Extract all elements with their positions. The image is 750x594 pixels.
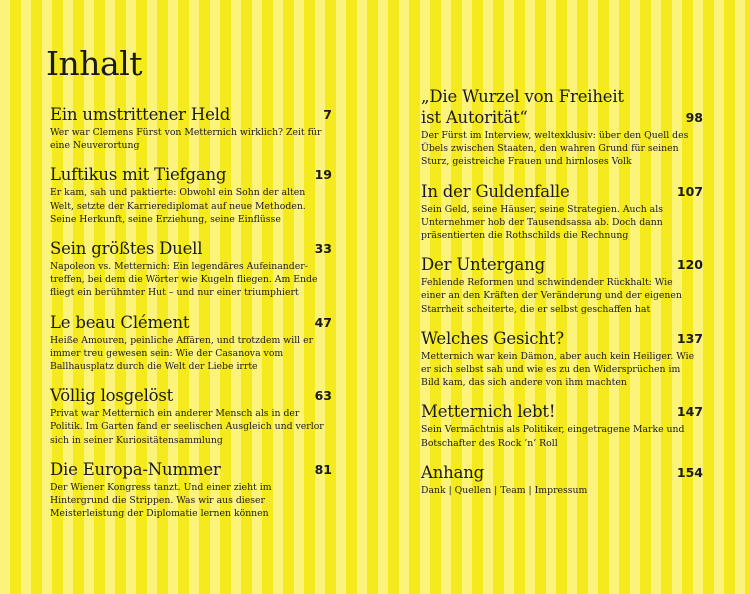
toc-entry [421,86,703,169]
page-title: Inhalt [46,44,143,83]
entry-description: Der Fürst im Interview, weltexklusiv: über den Quell des Übels zwischen Staaten, den wahren Grund für seinen Sturz, geistreiche Frauen und hirnloses Volk [421,130,689,168]
entry-page-number: 63 [314,388,332,404]
entry-description: Heiße Amouren, peinliche Affären, und trotzdem will er immer treu gewesen sein: Wie der Casanova vom Ballhausplatz durch die Welt der Liebe irrte [50,334,314,373]
toc-entry [421,401,703,449]
entry-description: Der Wiener Kongress tanzt. Und einer zieht im Hintergrund die Strippen. Was wir aus dieser Meisterleistung der Diplomatie lernen können [50,481,272,520]
entry-title: Luftikus mit Tiefgang [50,165,227,185]
entry-description: Privat war Metternich ein anderer Mensch als in der Politik. Im Garten fand er seelischen Ausgleich und verlor sich in seiner Kuriositätensammlung [50,408,324,446]
entry-title: Le beau Clément [50,312,190,332]
toc-entry [421,462,703,497]
entry-description: Sein Geld, seine Häuser, seine Strategien. Auch als Unternehmer hob der Tausendsassa ab. Doch dann präsentierten die Rothschilds die Rechnung [421,203,663,242]
toc-entry [50,385,332,447]
entry-page-number: 7 [323,107,332,122]
entry-page-number: 147 [676,404,703,420]
toc-entry [421,254,703,316]
entry-page-number: 98 [685,110,703,125]
entry-page-number: 19 [314,167,332,183]
entry-page-number: 154 [676,464,703,480]
entry-description: Dank | Quellen | Team | Impressum [421,484,588,496]
entry-title: Ein umstrittener Held [50,105,231,124]
entry-title: Völlig losgelöst [50,386,174,406]
toc-entry [50,459,332,521]
entry-page-number: 120 [676,257,703,273]
toc-entry [50,104,332,152]
toc-entry [50,238,332,300]
toc-right-column [421,86,703,509]
entry-title: „Die Wurzel von Freiheit ist Autorität“ [421,87,624,127]
entry-title: Metternich lebt! [421,402,556,422]
entry-description: Wer war Clemens Fürst von Metternich wirklich? Zeit für eine Neuverortung [50,127,322,152]
toc-left-column [50,104,332,532]
entry-description: Er kam, sah und paktierte: Obwohl ein Sohn der alten Welt, setzte der Karrierediplomat auf neue Methoden. Seine Herkunft, seine Erziehung, seine Einflüsse [50,187,306,225]
entry-page-number: 137 [676,330,703,346]
entry-description: Napoleon vs. Metternich: Ein legendäres Aufeinandertreffen, bei dem die Wörter wie Kugeln fliegen. Am Ende fliegt ein berühmter Hut – und nur einer triumphiert [50,261,318,299]
toc-entry [421,181,703,243]
entry-page-number: 33 [314,241,332,257]
entry-page-number: 47 [314,314,332,330]
entry-description: Sein Vermächtnis als Politiker, eingetragene Marke und Botschafter des Rock ’n’ Roll [421,424,685,449]
entry-title: Welches Gesicht? [421,328,564,348]
entry-title: Die Europa-Nummer [50,459,221,479]
entry-page-number: 81 [314,461,332,477]
entry-page-number: 107 [676,183,703,199]
entry-title: In der Guldenfalle [421,181,570,201]
entry-description: Fehlende Reformen und schwindender Rückhalt: Wie einer an den Kräften der Veränderung und der eigenen Starrheit scheiterte, die er selbst geschaffen hat [421,277,682,315]
toc-entry [421,328,703,390]
entry-description: Metternich war kein Dämon, aber auch kein Heiliger. Wie er sich selbst sah und wie es zu den Widersprüchen im Bild kam, das sich andere von ihm machten [421,350,695,389]
entry-title: Anhang [421,462,484,482]
entry-title: Der Untergang [421,255,545,275]
toc-entry [50,312,332,374]
toc-entry [50,164,332,226]
entry-title: Sein größtes Duell [50,239,203,259]
